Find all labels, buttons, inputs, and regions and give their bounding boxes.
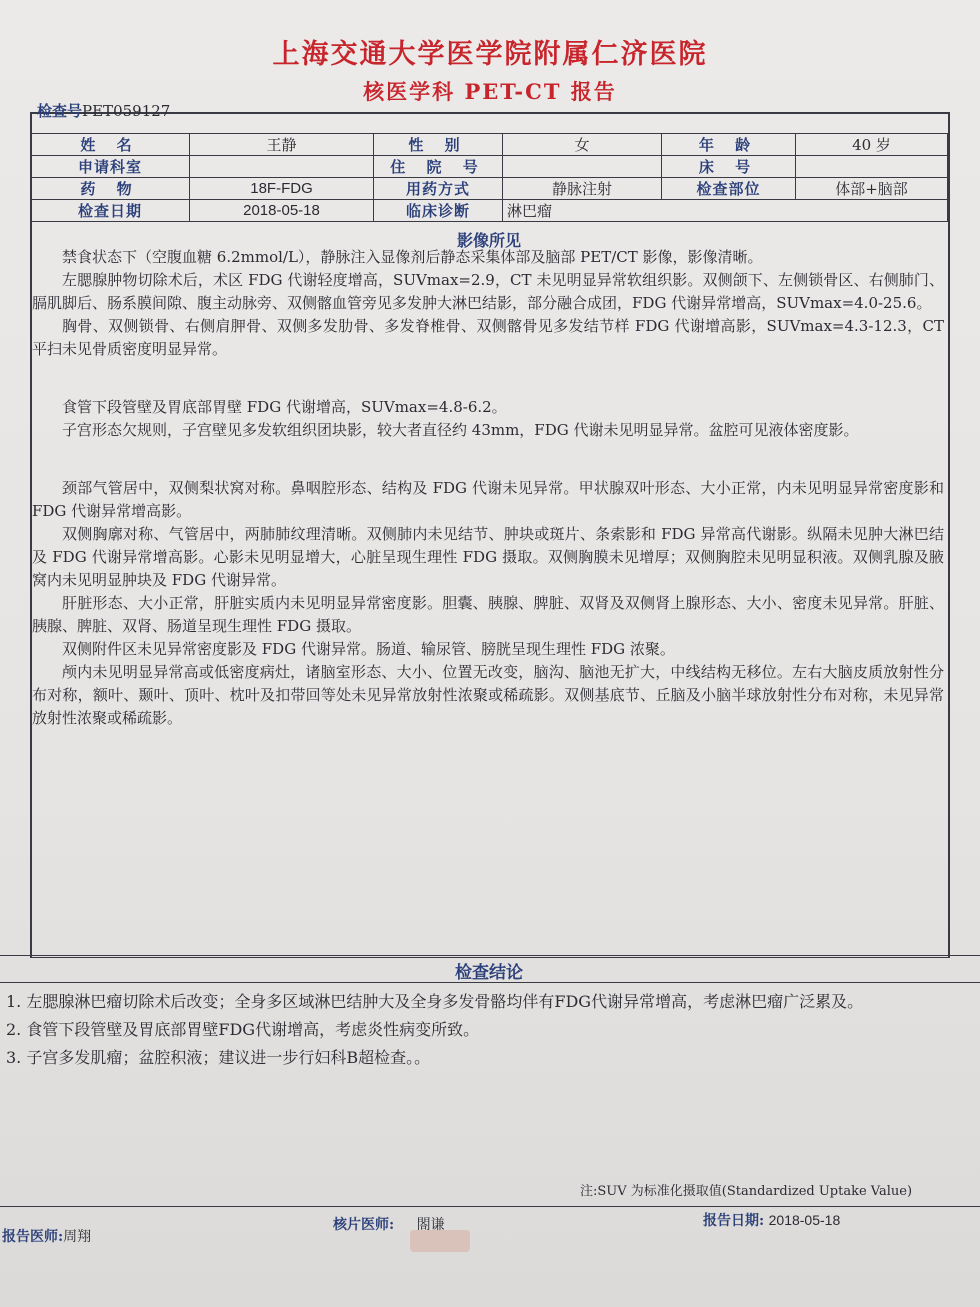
bed-label: 床 号 <box>662 156 796 178</box>
report-title: 核医学科 PET-CT 报告 <box>363 79 617 104</box>
exam-number-value: PET059127 <box>82 102 171 120</box>
route-label: 用药方式 <box>374 178 503 200</box>
conclusion-divider <box>0 955 980 956</box>
drug-label: 药 物 <box>31 178 190 200</box>
reporter-label: 报告医师: <box>2 1229 64 1245</box>
drug-value: 18F-FDG <box>190 178 374 200</box>
name-label: 姓 名 <box>31 134 190 156</box>
suv-footnote: 注:SUV 为标准化摄取值(Standardized Uptake Value) <box>580 1184 913 1199</box>
ward-value <box>503 156 662 178</box>
findings-body <box>32 246 944 730</box>
exam-number <box>37 100 170 121</box>
conclusion-item: 2. 食管下段管壁及胃底部胃壁FDG代谢增高，考虑炎性病变所致。 <box>6 1020 480 1039</box>
dept-label: 申请科室 <box>31 156 190 178</box>
findings-paragraph: 颅内未见明显异常高或低密度病灶，诸脑室形态、大小、位置无改变，脑沟、脑池无扩大，中线结构无移位。左右大脑皮质放射性分布对称，额叶、颞叶、顶叶、枕叶及扣带回等处未见异常放射性浓聚或稀疏影。双侧基底节、丘脑及小脑半球放射性分布对称，未见异常放射性浓聚或稀疏影。 <box>32 663 944 727</box>
report-date-label: 报告日期: <box>703 1213 765 1229</box>
findings-paragraph: 肝脏形态、大小正常，肝脏实质内未见明显异常密度影。胆囊、胰腺、脾脏、双肾及双侧肾上腺形态、大小、密度未见异常。肝脏、胰腺、脾脏、双肾、肠道呈现生理性 FDG 摄取。 <box>32 594 944 635</box>
route-value: 静脉注射 <box>503 178 662 200</box>
findings-paragraph: 禁食状态下（空腹血糖 6.2mmol/L），静脉注入显像剂后静态采集体部及脑部 PET/CT 影像，影像清晰。 <box>62 248 763 266</box>
name-value: 王静 <box>190 134 374 156</box>
findings-paragraph: 食管下段管壁及胃底部胃壁 FDG 代谢增高，SUVmax=4.8-6.2。 <box>62 398 507 416</box>
findings-paragraph: 胸骨、双侧锁骨、右侧肩胛骨、双侧多发肋骨、多发脊椎骨、双侧髂骨见多发结节样 FDG 代谢增高影，SUVmax=4.3-12.3，CT 平扫未见骨质密度明显异常。 <box>32 317 944 358</box>
checker-name: 閤谦 <box>416 1217 445 1233</box>
age-value: 40 岁 <box>796 134 948 156</box>
footer-divider <box>0 1206 980 1207</box>
patient-info-table <box>30 133 948 222</box>
conclusion-item: 3. 子宫多发肌瘤；盆腔积液；建议进一步行妇科B超检查。。 <box>6 1048 431 1067</box>
findings-paragraph: 双侧附件区未见异常密度影及 FDG 代谢异常。肠道、输尿管、膀胱呈现生理性 FDG 浓聚。 <box>62 640 675 658</box>
exam-number-label: 检查号 <box>37 102 83 120</box>
bed-value <box>796 156 948 178</box>
sex-value: 女 <box>503 134 662 156</box>
dept-value <box>190 156 374 178</box>
ward-label: 住 院 号 <box>374 156 503 178</box>
sex-label: 性 别 <box>374 134 503 156</box>
report-date-value: 2018-05-18 <box>768 1212 841 1228</box>
hospital-name: 上海交通大学医学院附属仁济医院 <box>272 39 708 70</box>
findings-paragraph: 左腮腺肿物切除术后，术区 FDG 代谢轻度增高，SUVmax=2.9，CT 未见明显异常软组织影。双侧颌下、左侧锁骨区、右侧肺门、膈肌脚后、肠系膜间隙、腹主动脉旁、双侧髂血管旁见多发肿大淋巴结影，部分融合成团，FDG 代谢异常增高，SUVmax=4.0-25.6。 <box>32 271 944 312</box>
date-label: 检查日期 <box>31 200 190 222</box>
diag-value: 淋巴瘤 <box>503 200 948 222</box>
findings-title: 影像所见 <box>456 231 521 250</box>
conclusion-item: 1. 左腮腺淋巴瘤切除术后改变；全身多区域淋巴结肿大及全身多发骨骼均伴有FDG代谢异常增高，考虑淋巴瘤广泛累及。 <box>6 992 864 1011</box>
reporter-name: 周翔 <box>63 1229 92 1245</box>
findings-paragraph: 双侧胸廓对称、气管居中，两肺肺纹理清晰。双侧肺内未见结节、肿块或斑片、条索影和 FDG 异常高代谢影。纵隔未见肿大淋巴结及 FDG 代谢异常增高影。心影未见明显增大，心脏呈现生理性 FDG 摄取。双侧胸膜未见增厚；双侧胸腔未见明显积液。双侧乳腺及腋窝内未见明显肿块及 FDG 代谢异常。 <box>32 525 944 589</box>
date-value: 2018-05-18 <box>190 200 374 222</box>
findings-paragraph: 子宫形态欠规则，子宫壁见多发软组织团块影，较大者直径约 43mm，FDG 代谢未见明显异常。盆腔可见液体密度影。 <box>62 421 859 439</box>
conclusion-title: 检查结论 <box>455 963 523 983</box>
conclusion-divider-2 <box>0 982 980 983</box>
conclusion-list <box>6 988 941 1072</box>
site-value: 体部+脑部 <box>796 178 948 200</box>
age-label: 年 龄 <box>662 134 796 156</box>
reporter-signature <box>2 1226 91 1246</box>
checker-signature <box>333 1214 445 1234</box>
site-label: 检查部位 <box>662 178 796 200</box>
diag-label: 临床诊断 <box>374 200 503 222</box>
checker-label: 核片医师: <box>333 1217 395 1233</box>
findings-paragraph: 颈部气管居中，双侧梨状窝对称。鼻咽腔形态、结构及 FDG 代谢未见异常。甲状腺双叶形态、大小正常，内未见明显异常密度影和 FDG 代谢异常增高影。 <box>32 479 944 520</box>
report-date <box>703 1210 840 1230</box>
